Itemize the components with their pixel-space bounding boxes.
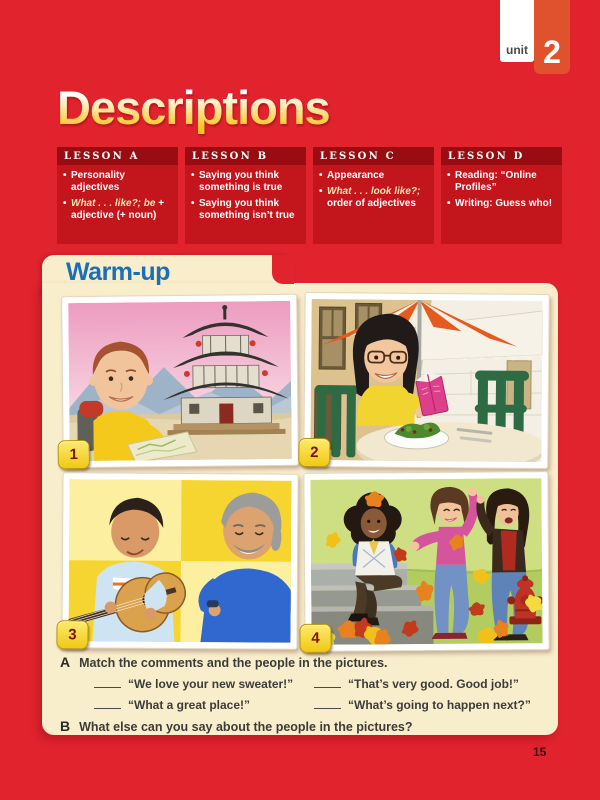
comment-item — [314, 697, 554, 712]
unit-tab — [500, 0, 534, 62]
picture-2 — [303, 292, 550, 469]
unit-number: 2 — [543, 34, 561, 70]
comment-text: “What a great place!” — [128, 698, 251, 712]
lesson-box — [57, 147, 178, 244]
comment-text: “What’s going to happen next?” — [348, 698, 531, 712]
lesson-topic: • Appearance — [319, 170, 385, 181]
lesson-box — [441, 147, 562, 244]
exercise-a-label: A — [60, 654, 71, 670]
picture-3 — [61, 472, 298, 650]
warmup-title: Warm-up — [66, 258, 170, 286]
comment-text: “We love your new sweater!” — [128, 677, 294, 691]
comment-item — [314, 676, 554, 691]
lesson-topic: • Reading: “Online Profiles” — [447, 170, 537, 193]
picture-2-illustration — [310, 299, 542, 462]
answer-blank — [314, 697, 341, 709]
lesson-topics — [57, 165, 178, 222]
unit-number-tab — [534, 0, 570, 74]
lesson-topics — [313, 165, 434, 210]
lesson-title: LESSON A — [57, 147, 178, 165]
lesson-title: LESSON D — [441, 147, 562, 165]
exercise-a — [60, 654, 546, 670]
exercise-b-instruction: What else can you say about the people in the pictures? — [79, 720, 413, 734]
comment-item — [94, 676, 314, 691]
lesson-title: LESSON B — [185, 147, 306, 165]
picture-number-badge: 2 — [298, 438, 330, 467]
lesson-topic: • Personality adjectives — [63, 170, 125, 193]
page-number: 15 — [533, 745, 547, 759]
lesson-topics — [441, 165, 562, 210]
comment-text: “That’s very good. Good job!” — [348, 677, 519, 691]
lesson-topic: • Writing: Guess who! — [447, 198, 553, 209]
answer-blank — [94, 676, 121, 688]
exercise-b-label: B — [60, 718, 71, 734]
lesson-topics — [185, 165, 306, 222]
exercise-b — [60, 718, 546, 734]
page-title: Descriptions — [57, 81, 330, 134]
picture-4-illustration — [310, 478, 542, 645]
comment-item — [94, 697, 314, 712]
lesson-title: LESSON C — [313, 147, 434, 165]
exercise-a-instruction: Match the comments and the people in the pictures. — [79, 656, 388, 670]
lesson-topic: • What . . . look like?; order of adjectives — [319, 186, 421, 209]
picture-number-badge: 4 — [299, 624, 331, 653]
comment-list — [94, 676, 546, 712]
picture-number-badge: 3 — [56, 620, 88, 649]
lesson-topic: • What . . . like?; be + adjective (+ noun) — [63, 198, 165, 221]
panel-corner-notch — [272, 255, 294, 284]
exercise-section — [60, 654, 546, 734]
picture-number-badge: 1 — [58, 440, 90, 469]
picture-1 — [61, 294, 299, 468]
lesson-topic: • Saying you think something is true — [191, 170, 283, 193]
answer-blank — [314, 676, 341, 688]
picture-1-illustration — [68, 301, 292, 461]
lesson-boxes — [57, 147, 562, 244]
lesson-box — [185, 147, 306, 244]
unit-label: unit — [506, 43, 528, 57]
picture-4 — [303, 471, 549, 652]
lesson-topic: • Saying you think something isn’t true — [191, 198, 295, 221]
picture-3-illustration — [68, 479, 291, 643]
lesson-box — [313, 147, 434, 244]
answer-blank — [94, 697, 121, 709]
